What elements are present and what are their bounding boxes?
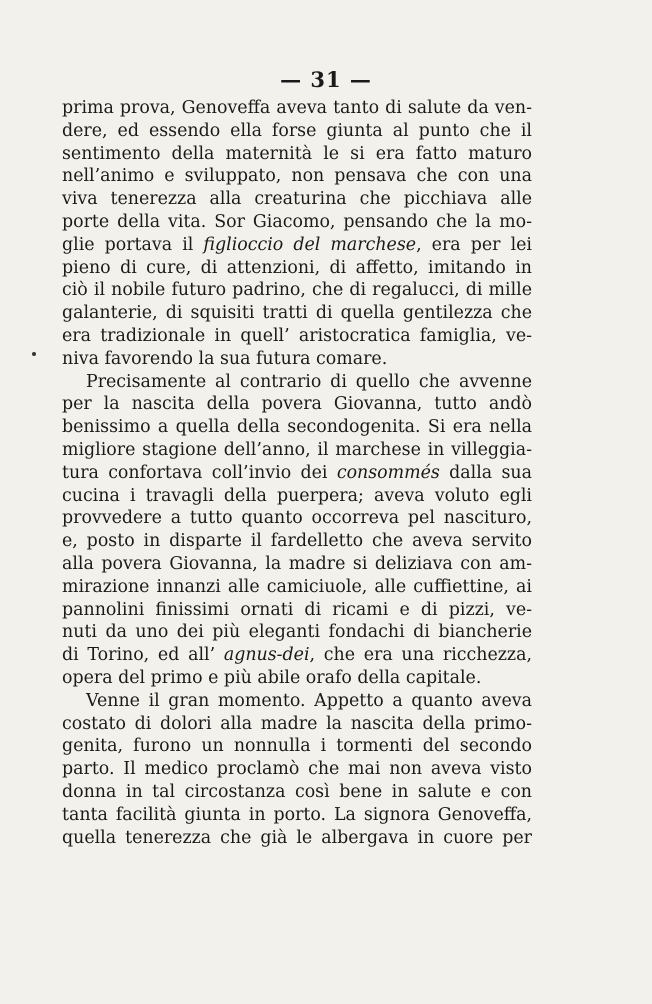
text-line: tanta facilità giunta in porto. La signora Genoveffa,: [62, 804, 532, 825]
text-line: era tradizionale in quell’ aristocratica famiglia, ve-: [62, 325, 532, 346]
italic-phrase: agnus-dei: [223, 645, 310, 666]
text-line: parto. Il medico proclamò che mai non aveva visto: [62, 759, 532, 780]
text-line: sentimento della maternità le si era fatto maturo: [62, 143, 532, 164]
text-line: glie portava il figlioccio del marchese, era per lei: [62, 234, 532, 255]
text-line: tura confortava coll’invio dei consommés dalla sua: [62, 462, 532, 483]
text-line: niva favorendo la sua futura comare.: [62, 348, 388, 369]
italic-phrase: figlioccio del marchese: [203, 234, 417, 255]
text-line: migliore stagione dell’anno, il marchese in villeggia-: [62, 439, 532, 460]
text-line: di Torino, ed all’ agnus-dei, che era una ricchezza,: [62, 645, 532, 666]
text-line: dere, ed essendo ella forse giunta al punto che il: [62, 120, 532, 141]
text-line: e, posto in disparte il fardelletto che aveva servito: [62, 531, 532, 552]
text-line: nuti da uno dei più eleganti fondachi di biancherie: [62, 622, 532, 643]
text-line: genita, furono un nonnulla i tormenti del secondo: [62, 736, 532, 757]
text-line: pannolini finissimi ornati di ricami e di pizzi, ve-: [62, 599, 532, 620]
page-number: — 31 —: [280, 67, 372, 92]
text-line: nell’animo e sviluppato, non pensava che con una: [62, 166, 532, 187]
text-line: provvedere a tutto quanto occorreva pel nascituro,: [62, 508, 532, 529]
text-line: cucina i travagli della puerpera; aveva voluto egli: [62, 485, 532, 506]
text-line: viva tenerezza alla creaturina che picchiava alle: [62, 189, 532, 210]
text-line: donna in tal circostanza così bene in salute e con: [62, 781, 532, 802]
text-line: porte della vita. Sor Giacomo, pensando che la mo-: [62, 211, 532, 232]
text-line: ciò il nobile futuro padrino, che di regalucci, di mille: [62, 280, 532, 301]
text-line: alla povera Giovanna, la madre si deliziava con am-: [62, 553, 532, 574]
text-line: benissimo a quella della secondogenita. Si era nella: [62, 417, 532, 438]
body-text: [62, 97, 532, 849]
text-line: per la nascita della povera Giovanna, tutto andò: [62, 394, 532, 415]
text-line: quella tenerezza che già le albergava in cuore per: [62, 827, 532, 848]
text-line: opera del primo e più abile orafo della capitale.: [62, 667, 482, 688]
text-line: Precisamente al contrario di quello che avvenne: [86, 371, 532, 392]
text-line: prima prova, Genoveffa aveva tanto di salute da ven-: [62, 98, 532, 118]
text-line: mirazione innanzi alle camiciuole, alle cuffiettine, ai: [62, 576, 532, 597]
text-line: pieno di cure, di attenzioni, di affetto, imitando in: [62, 257, 532, 278]
text-line: costato di dolori alla madre la nascita della primo-: [62, 713, 532, 734]
italic-phrase: consommés: [336, 462, 440, 483]
ink-speck: [32, 352, 36, 356]
text-line: Venne il gran momento. Appetto a quanto aveva: [86, 690, 532, 711]
text-line: galanterie, di squisiti tratti di quella gentilezza che: [62, 303, 532, 324]
